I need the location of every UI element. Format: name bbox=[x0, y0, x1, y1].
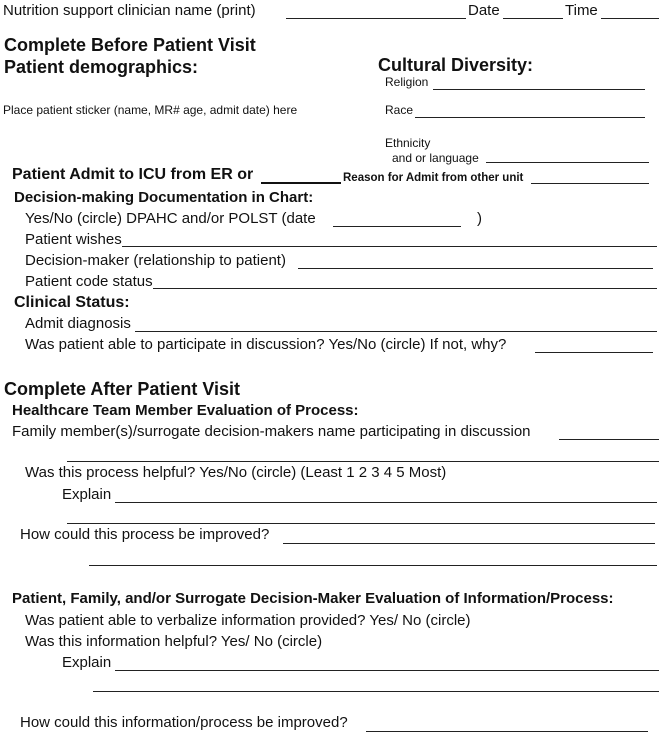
time-field[interactable] bbox=[601, 18, 659, 19]
dpahc-close-paren: ) bbox=[477, 210, 482, 227]
language-label: and or language bbox=[392, 151, 479, 165]
patient-wishes-field[interactable] bbox=[122, 246, 657, 247]
process-explain-label: Explain bbox=[62, 486, 112, 503]
family-participants-field[interactable] bbox=[559, 439, 659, 440]
info-explain-field-2[interactable] bbox=[93, 691, 659, 692]
admit-diagnosis-label: Admit diagnosis bbox=[25, 315, 131, 332]
dpahc-polst-label: Yes/No (circle) DPAHC and/or POLST (date bbox=[25, 210, 316, 227]
code-status-label: Patient code status bbox=[25, 273, 153, 290]
info-improve-field[interactable] bbox=[366, 731, 648, 732]
process-helpful-label: Was this process helpful? Yes/No (circle) (Least 1 2 3 4 5 Most) bbox=[25, 464, 447, 481]
reason-admit-field[interactable] bbox=[531, 183, 649, 184]
before-visit-title: Complete Before Patient Visit bbox=[4, 35, 256, 55]
decision-maker-label: Decision-maker (relationship to patient) bbox=[25, 252, 286, 269]
verbalize-label: Was patient able to verbalize information provided? Yes/ No (circle) bbox=[25, 612, 471, 629]
race-label: Race bbox=[385, 103, 414, 117]
patient-evaluation-title: Patient, Family, and/or Surrogate Decision-Maker Evaluation of Information/Process: bbox=[12, 590, 614, 607]
ethnicity-label: Ethnicity bbox=[385, 136, 431, 150]
cultural-diversity-title: Cultural Diversity: bbox=[378, 55, 534, 75]
patient-demographics-title: Patient demographics: bbox=[4, 57, 199, 77]
after-visit-title: Complete After Patient Visit bbox=[4, 379, 241, 399]
info-helpful-label: Was this information helpful? Yes/ No (circle) bbox=[25, 633, 323, 650]
process-explain-field[interactable] bbox=[115, 502, 657, 503]
date-label: Date bbox=[468, 2, 500, 19]
date-field[interactable] bbox=[503, 18, 563, 19]
admit-icu-label: Patient Admit to ICU from ER or bbox=[12, 166, 254, 183]
decision-maker-field[interactable] bbox=[298, 268, 653, 269]
code-status-field[interactable] bbox=[153, 288, 657, 289]
religion-label: Religion bbox=[385, 75, 429, 89]
decision-making-title: Decision-making Documentation in Chart: bbox=[14, 189, 314, 206]
clinician-name-label: Nutrition support clinician name (print) bbox=[3, 2, 256, 19]
team-evaluation-title: Healthcare Team Member Evaluation of Process: bbox=[12, 402, 359, 419]
family-participants-label: Family member(s)/surrogate decision-makers name participating in discussion bbox=[12, 423, 531, 440]
religion-field[interactable] bbox=[433, 89, 645, 90]
time-label: Time bbox=[565, 2, 598, 19]
patient-wishes-label: Patient wishes bbox=[25, 231, 122, 248]
info-improve-label: How could this information/process be improved? bbox=[20, 714, 348, 731]
dpahc-date-field[interactable] bbox=[333, 226, 461, 227]
race-field[interactable] bbox=[415, 117, 645, 118]
family-participants-field-2[interactable] bbox=[67, 461, 659, 462]
process-explain-field-2[interactable] bbox=[67, 523, 655, 524]
reason-admit-label: Reason for Admit from other unit bbox=[343, 172, 524, 184]
admit-source-field[interactable] bbox=[261, 182, 341, 184]
admit-diagnosis-field[interactable] bbox=[135, 331, 657, 332]
participate-label: Was patient able to participate in discussion? Yes/No (circle) If not, why? bbox=[25, 336, 507, 353]
info-explain-label: Explain bbox=[62, 654, 112, 671]
info-explain-field[interactable] bbox=[115, 670, 659, 671]
clinical-status-title: Clinical Status: bbox=[14, 294, 130, 311]
ethnicity-language-field[interactable] bbox=[486, 162, 649, 163]
patient-sticker-instructions: Place patient sticker (name, MR# age, admit date) here bbox=[3, 103, 298, 117]
process-improve-label: How could this process be improved? bbox=[20, 526, 270, 543]
process-improve-field-2[interactable] bbox=[89, 565, 657, 566]
clinician-name-field[interactable] bbox=[286, 18, 466, 19]
process-improve-field[interactable] bbox=[283, 543, 655, 544]
participate-why-field[interactable] bbox=[535, 352, 653, 353]
